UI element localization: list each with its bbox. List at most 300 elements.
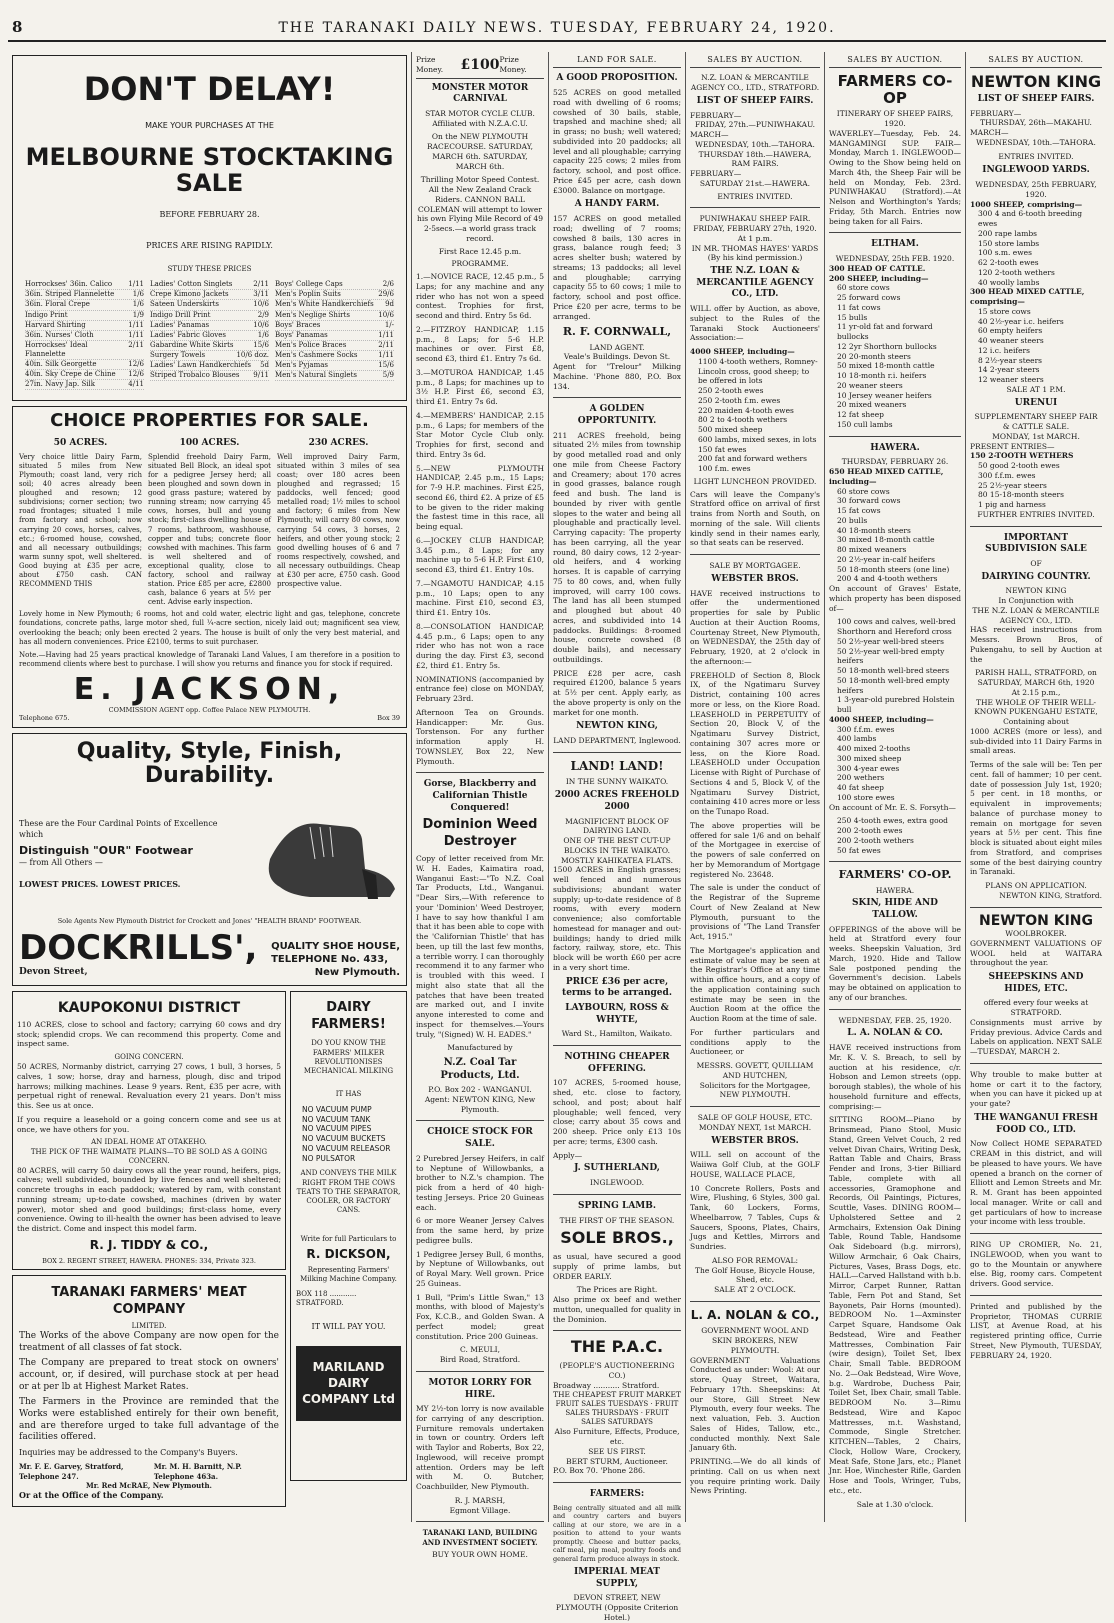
feature-item: NO VACUUM BUCKETS — [302, 1134, 386, 1144]
sheep-feb: FEBRUARY— — [690, 110, 742, 120]
price-item: Indigo Drill Print — [150, 310, 211, 319]
graves-item: 100 cows and calves, well-bred Shorthorn and Hereford cross — [837, 617, 956, 637]
handy-text: 157 ACRES on good metalled road; dwelling of 7 rooms; cowshed 8 bails, 130 acres in grass, balance rough feed; 3 acres shelter bush; watered by streams; 13 paddocks; all level and ploughable; carrying capacity 55 to 60 cows; 1 mile to factory, school and post office. Price £20 per acre, terms to be arranged. — [553, 214, 681, 321]
melbourne-study: STUDY THESE PRICES — [167, 265, 252, 274]
price-row — [25, 370, 144, 380]
nk-ur-date: MONDAY, 1st MARCH. — [992, 431, 1080, 441]
agent-name: E. JACKSON, — [73, 671, 346, 707]
eltham-item: 150 cull lambs — [837, 419, 893, 429]
dockrills-agents: Sole Agents New Plymouth District for Crockett and Jones' "HEALTH BRAND" FOOTWEAR. — [57, 917, 362, 926]
dockrills-town: New Plymouth. — [314, 966, 400, 978]
nk-sheep-item: 62 2-tooth ewes — [978, 258, 1039, 268]
column-land — [549, 52, 686, 1622]
motor-event: 4.—MEMBERS' HANDICAP, 2.15 p.m., 6 Laps; for members of the Star Motor Cycle Club only. Trophies for first, second and third. Entry 3s 6d. — [416, 410, 544, 459]
price-row — [150, 371, 269, 381]
price-value: 1/11 — [378, 350, 394, 359]
eltham-head: ELTHAM. — [871, 239, 919, 250]
price-value: 1/11 — [128, 320, 144, 329]
meat-b2: Mr. M. H. Barnitt, N.P. Telephone 463a. — [153, 1462, 242, 1481]
hawera-item: 20 2½-year in-calf heifers — [837, 554, 935, 564]
properties-listings — [19, 435, 400, 607]
sheep-list: LIST OF SHEEP FAIRS. — [696, 95, 814, 106]
nk-wool: NEWTON KING — [978, 912, 1094, 929]
price-row — [275, 331, 394, 341]
column-newton-king — [966, 52, 1106, 1522]
price-item: Horrockses' Ideal Flannelette — [25, 340, 88, 358]
price-column-2 — [150, 280, 269, 390]
graves-items — [829, 617, 961, 715]
price-value: 2/11 — [128, 340, 144, 349]
nk-list: LIST OF SHEEP FAIRS. — [977, 93, 1095, 104]
meat-t3: The Farmers in the Province are reminded that the Works were established entirely for their own benefit, and are therefore urged to take full advantage of the facilities offered. — [19, 1397, 279, 1443]
nk-containing: Containing about — [1003, 717, 1069, 727]
stock-addr: Bird Road, Stratford. — [439, 1355, 521, 1365]
price-value: 15/6 — [378, 360, 394, 369]
nk-gov: GOVERNMENT VALUATIONS OF WOOL held at WAITARA throughout the year. — [970, 938, 1102, 968]
price-item: Harvard Shirting — [25, 320, 86, 329]
price-item: Boys' Braces — [275, 320, 321, 329]
price-value: 3/11 — [253, 290, 269, 299]
puni-date: FRIDAY, FEBRUARY 27th, 1920. — [693, 224, 817, 234]
eltham-item: 10 18-month r.i. heifers — [837, 371, 927, 381]
nk-dairying: DAIRYING COUNTRY. — [981, 571, 1091, 582]
kp-firm: R. J. TIDDY & CO., — [89, 1237, 209, 1252]
price-item: 36in. Striped Flannelette — [25, 290, 115, 299]
kp-a2-note: If you require a leasehold or a going concern come and see us at once, we have others for you. — [17, 1114, 281, 1134]
nk-at: At 2.15 p.m., — [1011, 687, 1061, 697]
price-value: 9/11 — [253, 371, 269, 380]
mortgage-t6: For further particulars and conditions apply to the Auctioneer, or — [690, 1027, 820, 1057]
motor-event: 7.—NGAMOTU HANDICAP, 4.15 p.m., 10 Laps; open to any machine. First £10, second £3, third £1. Entry 10s. — [416, 578, 544, 618]
skin-text: OFFERINGS of the above will be held at Stratford every four weeks. Sheepskin Valuation, 3rd March, 1920. Hide and Tallow Sale postponed pending the Government's decision. Labels may be obtained on application to any of our branches. — [829, 924, 961, 1002]
golf-items: 10 Concrete Rollers, Posts and Wire, Flushing, 6 Styles, 300 gal. Tank, 60 Lockers, Forms, Wheelbarrow, 7 Tables, Cups & Saucers, Spoons, Plates, Chairs, Jugs and Kettles, Mirrors and Sundries. — [690, 1183, 820, 1252]
eltham-c200: 200 SHEEP, including— — [829, 273, 929, 283]
dockrills-sub3: — from All Others — — [19, 858, 103, 868]
nk-urenui-item: 1 pig and harness — [978, 500, 1046, 510]
motor-afternoon: Afternoon Tea on Grounds. Handicapper: Mr. Gus. Torstenson. For any further information apply H. TOWNSLEY, Box 22, New Plymouth. — [416, 707, 544, 766]
eltham-item: 20 weaner steers — [837, 380, 903, 390]
price-value: 2/6 — [382, 280, 394, 289]
sheep-f4: SATURDAY 21st.—HAWERA. — [699, 178, 811, 188]
lorry-name: R. J. MARSH, — [454, 1495, 506, 1505]
hawera-item: 15 fat cows — [837, 506, 881, 516]
price-value: 10/6 — [253, 320, 269, 329]
nk-sig: NEWTON KING, Stratford. — [999, 890, 1102, 900]
meat-headline: TARANAKI FARMERS' MEAT COMPANY — [51, 1285, 247, 1317]
land-head: LAND FOR SALE. — [553, 55, 681, 68]
price-row — [275, 351, 394, 361]
nk-further: FURTHER ENTRIES INVITED. — [977, 509, 1095, 519]
price-row — [150, 331, 269, 341]
mariland-logo: MARILAND DAIRY COMPANY Ltd — [296, 1346, 401, 1421]
nk-urenui-item: 300 f.f.m. ewes — [978, 470, 1036, 480]
hawera-item: 30 forward cows — [837, 496, 901, 506]
price-row — [25, 331, 144, 341]
coop2-head: FARMERS' CO-OP. — [838, 868, 952, 882]
graves-item: 50 2½-year well-bred steers — [837, 636, 944, 646]
melbourne-headline: DON'T DELAY! — [83, 70, 336, 108]
hawera-items — [829, 487, 961, 585]
nk-cattle-item: 15 store cows — [978, 306, 1031, 316]
good-prop: A GOOD PROPOSITION. — [556, 73, 678, 84]
waikato-firm: LAYBOURN, ROSS & WHYTE, — [565, 1002, 669, 1025]
nk-cattle-item: 40 2½-year i.c. heifers — [978, 316, 1064, 326]
nk-cattle-item: 8 2½-year steers — [978, 355, 1043, 365]
price-item: Boys' Panamas — [275, 330, 328, 339]
coop-fairs: WAVERLEY—Tuesday, Feb. 24. MANGAMINGI SUP. FAIR—Monday, March 1. INGLEWOOD—Owing to the Show being held on March 4th, the Sheep Fair will be held on Monday, Feb. 23rd. PUNIWHAKAU (Stratford).—At Nelson and Worthington's Yards; Friday, 5th March. Entries now being taken for all Fairs. — [829, 128, 961, 226]
sole-also: Also prime ox beef and wether mutton, unequalled for quality in the Dominion. — [553, 1295, 681, 1324]
dairy-conveys: AND CONVEYS THE MILK RIGHT FROM THE COWS TEATS TO THE SEPARATOR, COOLER, OR FACTORY CANS. — [296, 1169, 401, 1214]
gorse-mfg: Manufactured by — [447, 1043, 513, 1053]
motor-event: 3.—MOTUROA HANDICAP, 1.45 p.m., 8 Laps; for machines up to 3½ H.P. First £6, second £3, third £1. Entry 7s 6d. — [416, 367, 544, 407]
note: Note.—Having had 25 years practical knowledge of Taranaki Land Values, I am therefore in a position to recommend clients where best to purchase. I will show you returns and finance you for stock if required. — [19, 650, 400, 668]
nk-cattle-item: 12 weaner steers — [978, 375, 1044, 385]
mortgage-text: HAVE received instructions to offer the undermentioned properties for sale by Public Auction at their Auction Rooms, Courtenay Street, New Plymouth, on WEDNESDAY, the 25th day of February, 1920, at 2 o'clock in the afternoon:— — [690, 588, 820, 666]
eltham-item: 11 yr-old fat and forward bullocks — [837, 322, 933, 342]
dockrills-headline: Quality, Style, Finish, Durability. — [76, 738, 343, 788]
kp-a3-tag: AN IDEAL HOME AT OTAKEHO. — [91, 1138, 207, 1147]
nk-whole: THE WHOLE OF THEIR WELL-KNOWN PUKENGAHU ESTATE, — [974, 697, 1098, 717]
dockrills-phone: TELEPHONE No. 433, — [271, 953, 389, 965]
nolan2-rooms: SITTING ROOM—Piano by Brinsmead, Piano Stool, Music Stand, Green Velvet Couch, 2 red velvet Divan Chairs, Writing Desk, Rattan Table and Chairs, Brass Fender and Irons, 3-tier Billiard Table, complete with all accessories, Gramophone and Records, Oil Paintings, Pictures, Scuttle, Vases. DINING ROOM—Upholstered Settee and 2 Armchairs, Extension Oak Dining Table, Round Table, Handsome Oak Sideboard (b.g. mirrors), Willow Armchair, 6 Oak Chairs, Pictures, Vases, Brass Dogs, etc. HALL—Carved Hallstand with b.b. Mirror, Carpet Runner, Rattan Table, Fern Pot and Stand, Set Bayonets, Pair Horns (mounted). BEDROOM No. 1—Axminster Carpet Square, Handsome Oak Bedstead, Wire and Feather Mattresses, Combination Fair (wire design), Toilet Set, Ibex Chair, Small Table. BEDROOM No. 2—Oak Bedstead, Wire Wove, b.g. Wardrobe, Duchess Pair, Toilet Set, Ibex Chair, small Table. BEDROOM No. 3—Rimu Bedstead, Wire and Kapoc Mattresses, m.t. Washstand, Commode, Single Stretcher. KITCHEN—Tables, 2 Chairs, Clock, Hollow Ware, Crockery, Meat Safe, Stone Jars, etc.; Planet Jnr. Hoe, Winchester Rifle, Garden Hose and Tools, Wringer, Tubs, etc., etc. — [829, 1115, 961, 1495]
hawera-item: 30 mixed 18-month cattle — [837, 535, 935, 545]
coop-head: SALES BY AUCTION. — [829, 55, 961, 68]
removal-time: SALE AT 2 O'CLOCK. — [714, 1285, 796, 1295]
nk-nk2: NEWTON KING — [1005, 586, 1067, 596]
price-value: 10/6 — [253, 300, 269, 309]
nk-sheep-item: 120 2-tooth wethers — [978, 267, 1055, 277]
waikato: IN THE SUNNY WAIKATO. — [565, 777, 669, 787]
p1-title: 50 ACRES. — [53, 438, 108, 449]
mortgage-sol2: Solicitors for the Mortgagee, NEW PLYMOUTH. — [699, 1080, 811, 1100]
nk-name: NEWTON KING — [970, 72, 1102, 92]
sheep-entries: ENTRIES INVITED. — [717, 191, 793, 201]
sheep-item: 500 mixed sheep — [698, 425, 763, 435]
hawera-sheep-item: 100 store ewes — [837, 792, 895, 802]
price-item: Men's Natural Singlets — [275, 371, 357, 380]
gorse-agent: Agent: NEWTON KING, New Plymouth. — [424, 1094, 536, 1114]
dairy-farmers-ad — [290, 991, 407, 1481]
properties-headline: CHOICE PROPERTIES FOR SALE. — [50, 410, 369, 432]
nk-sheep-item: 100 s.m. ewes — [978, 248, 1032, 258]
nk-ing: INGLEWOOD YARDS. — [982, 165, 1090, 176]
melbourne-before: BEFORE FEBRUARY 28. — [159, 210, 260, 220]
column-farmers-coop — [825, 52, 966, 1522]
price-row — [25, 321, 144, 331]
graves-item: 50 18-month well-bred steers — [837, 666, 950, 676]
price-row — [25, 360, 144, 370]
nothing-text: 107 ACRES, 5-roomed house, shed, etc. close to factory, school, and post; about half ploughable; well fenced, very close; carry about 35 cows and 200 sheep. Price only £13 10s per acre; terms, £300 cash. — [553, 1078, 681, 1146]
hawera-item: 60 store cows — [837, 486, 890, 496]
nk-of: OF — [1030, 558, 1042, 568]
nk-ing-date: WEDNESDAY, 25th FEBRUARY, 1920. — [975, 180, 1097, 199]
nk-march: MARCH— — [970, 128, 1009, 138]
gorse-h1: Gorse, Blackberry and Californian Thistle Conquered! — [423, 779, 537, 813]
waikato-text: 1500 ACRES in English grasses; well fenced and numerous subdivisions; abundant water supply; up-to-date residence of 8 rooms, with every modern convenience; also comfortable homestead for manager and out-buildings; handy to dried milk factory, railway, store, etc. This block will be worth £60 per acre in a very short time. — [553, 865, 681, 972]
nk-terms: Terms of the sale will be: Ten per cent. fall of hammer; 10 per cent. date of possession July 1st, 1920; 5 per cent. in 18 months, or equivalent in improvements; balance of purchase money to remain on mortgage for seven years at 5½ per cent. This fine block is situated about eight miles from Stratford, and comprises some of the best dairying country in Taranaki. — [970, 760, 1102, 877]
feature-item: NO VACUUM RELEASOR — [302, 1143, 391, 1153]
pac-also: Also Furniture, Effects, Produce, etc. — [554, 1427, 680, 1447]
forsyth-items — [829, 816, 961, 855]
price-item: 40in. Silk Georgette — [25, 359, 97, 368]
nk-sub: IMPORTANT SUBDIVISION SALE — [985, 532, 1087, 555]
cornwall-addr: Veale's Buildings. Devon St. — [563, 352, 671, 362]
nk-sheep-item: 300 4 and 6-tooth breeding ewes — [978, 209, 1083, 229]
nk-sheep-item: 150 store lambs — [978, 238, 1040, 248]
forsyth-item: 200 2-tooth ewes — [837, 826, 903, 836]
price-row — [25, 341, 144, 360]
melbourne-name: MELBOURNE STOCKTAKING SALE — [25, 142, 394, 197]
motor-title: MONSTER MOTOR CARNIVAL — [431, 82, 529, 105]
nk-sub-text: HAS received instructions from Messrs. Brown Bros, of Pukengahu, to sell by Auction at the — [970, 625, 1102, 664]
sheep-count: 4000 SHEEP, including— — [690, 347, 795, 357]
price-row — [275, 371, 394, 381]
p2-text: Splendid freehold Dairy Farm, situated Bell Block, an ideal spot for a pedigree Jersey herd; all been ploughed and sown down in good grass pasture; watered by running stream; now carrying 45 cows, horses, bull and young stock; first-class dwelling house of 7 rooms, bathroom, washhouse, copper and tubs; concrete floor cowshed with machines. This farm is well sheltered and of exceptional quality, close to factory, school and railway station. Price £85 per acre, £2800 cash, balance 6 years at 5½ per cent. Advise early inspection. — [148, 452, 272, 607]
sheep-f3: THURSDAY 18th.—HAWERA, RAM FAIRS. — [698, 149, 812, 169]
motor-first-race: First Race 12.45 p.m. — [438, 246, 522, 256]
forsyth-item: 200 2-tooth wethers — [837, 835, 914, 845]
spring-head: SPRING LAMB. — [577, 1200, 657, 1211]
hawera-sheep-item: 40 fat sheep — [837, 783, 884, 793]
hawera-head: HAWERA. — [870, 442, 920, 453]
kp-a1-tag: GOING CONCERN. — [114, 1053, 184, 1062]
nolan2-text: HAVE received instructions from Mr. K. V. S. Breach, to sell by auction at his residence, c/r. Hobson and Lemon streets (opp. borough stables), the whole of his household furniture and effects, comprising:— — [829, 1043, 961, 1111]
nk-urenui-items — [970, 461, 1102, 510]
nk-cattle-item: 60 empty heifers — [978, 326, 1043, 336]
price-value: 1/11 — [128, 330, 144, 339]
hawera-sheep-item: 400 lambs — [837, 734, 877, 744]
wfc-question: Why trouble to make butter at home or cart it to the factory, when you can have it picked up at your gate? — [970, 1069, 1102, 1109]
nk-entries: ENTRIES INVITED. — [998, 151, 1074, 161]
price-value: 4/11 — [128, 380, 144, 389]
nk-f1: THURSDAY, 26th—MAKAHU. — [980, 118, 1092, 128]
lorry-text: MY 2½-ton lorry is now available for carrying of any description. Furniture removals undertaken in town or country. Orders left with Taylor and Roberts, Box 22, Inglewood, will receive prompt attention. Orders may be left with M. O. Butcher, Coachbuilder, New Plymouth. — [416, 1404, 544, 1492]
bldg-head: TARANAKI LAND, BUILDING AND INVESTMENT SOCIETY. — [422, 1528, 538, 1547]
sheep-f1: FRIDAY, 27th.—PUNIWHAKAU. — [694, 120, 816, 130]
masthead — [8, 18, 1106, 42]
gorse-h2: Dominion Weed Destroyer — [422, 817, 538, 850]
mortgage-t2: FREEHOLD of Section 8, Block IX, of the Ngatimaru Survey District, containing 100 acres more or less, on the Kiore Road. LEASEHOLD in PERPETUITY of Section 20, Block V, of the Ngatimaru Survey District, containing 307 acres more or less, on the Kiore Road. LEASEHOLD under Occupation License with Right of Purchase of Sections 4 and 5, Block V, of the Ngatimaru Survey District, containing 410 acres more or less on the Tunapo Road. — [690, 670, 820, 817]
dairy-it-has: IT HAS — [335, 1089, 362, 1098]
price-row — [275, 321, 394, 331]
motor-nominations: NOMINATIONS (accompanied by entrance fee) close on MONDAY, February 23rd. — [416, 674, 544, 704]
page-number: 8 — [12, 18, 23, 36]
motor-event: 8.—CONSOLATION HANDICAP, 4.45 p.m., 6 Laps; open to any rider who has not won a race during the day. First £3, second £2, third £1. Entry 5s. — [416, 621, 544, 670]
sheep-item: 150 fat ewes — [698, 444, 747, 454]
nk-s1000: 1000 SHEEP, comprising— — [970, 199, 1083, 209]
imprint: Printed and published by the Proprietor, THOMAS CURRIE LIST, at Avenue Road, at his registered printing office, Currie Street, New Plymouth, TUESDAY, FEBRUARY 24, 1920. — [970, 1301, 1102, 1360]
nolan-text: GOVERNMENT Valuations Conducted as under: Wool: At our store, Quay Street, Waitara, February 17th. Sheepskins: At our Store, Gill Street New Plymouth, every four weeks. The next valuation, Feb. 3. Auction Sales of Hides, Tallow, etc., conducted monthly. Next Sale January 6th. — [690, 1355, 820, 1453]
price-value: 5/9 — [382, 371, 394, 380]
price-row — [150, 290, 269, 300]
nk-consign: Consignments must arrive by Friday previous. Advice Cards and Labels on application. NEXT SALE—TUESDAY, MARCH 2. — [970, 1017, 1102, 1057]
mortgage-firm: WEBSTER BROS. — [711, 573, 799, 584]
price-row — [150, 321, 269, 331]
price-row — [150, 341, 269, 351]
meat-office: Or at the Office of the Company. — [19, 1489, 164, 1500]
removal-head: ALSO FOR REMOVAL: — [711, 1255, 799, 1265]
nk-skins: SHEEPSKINS AND HIDES, ETC. — [988, 972, 1084, 994]
dockrills-sub2: Distinguish "OUR" Footwear — [19, 844, 193, 857]
price-row — [275, 300, 394, 310]
hawera-item: 80 mixed weaners — [837, 545, 907, 555]
price-item: Men's Neglige Shirts — [275, 310, 350, 319]
nk-sheep-item: 40 woolly lambs — [978, 277, 1040, 287]
sheep-lunch: LIGHT LUNCHEON PROVIDED. — [693, 476, 817, 486]
price-item: Boys' College Caps — [275, 280, 343, 289]
sheep-march: MARCH— — [690, 130, 729, 140]
hawera-item: 50 18-month steers (one line) — [837, 564, 950, 574]
hawera-item: 20 bulls — [837, 515, 868, 525]
motor-event: 5.—NEW PLYMOUTH HANDICAP, 2.45 p.m., 15 Laps; for 7-9 H.P. machines. First £25, second £6, third £2. A prize of £5 to be given to the rider making the fastest time in this race, all being equal. — [416, 463, 544, 532]
sheep-cars: Cars will leave the Company's Stratford office on arrival of first trains from North and South, on morning of the sale. Will clients kindly send in their names early, so that seats can be reserved. — [690, 489, 820, 548]
p3-text: Well improved Dairy Farm, situated within 3 miles of sea coast; over 180 acres been ploughed and regrassed; 15 paddocks, well fenced; good metalled road; 1½ miles to school and factory; 6 miles from New Plymouth; will carry 80 cows, now carrying 54 cows, 3 horses, 2 heifers, and other young stock; 2 good dwelling houses of 6 and 7 rooms respectively, cowshed, and all necessary outbuildings. Cheap at £30 per acre, £750 cash. Good prospective value. — [277, 452, 400, 589]
motor-event: 6.—JOCKEY CLUB HANDICAP, 3.45 p.m., 8 Laps; for any machine up to 5-6 H.P. First £10, second £3, third £1. Entry 10s. — [416, 535, 544, 575]
nolan2-head: L. A. NOLAN & CO. — [847, 1028, 943, 1039]
meat-t4: Inquiries may be addressed to the Company's Buyers. — [19, 1448, 238, 1458]
price-item: Gabardine White Skirts — [150, 340, 234, 349]
hawera-sheep-item: 300 mixed sheep — [837, 753, 902, 763]
lorry-addr: Egmont Village. — [449, 1505, 511, 1515]
eltham-items — [829, 283, 961, 429]
price-item: Ladies' Panamas — [150, 320, 210, 329]
motor-event: 2.—FITZROY HANDICAP, 1.15 p.m., 8 Laps; for 5-6 H.P. machines or over. First £8, second £3, third £1. Entry 7s 6d. — [416, 324, 544, 364]
motor-programme: PROGRAMME. — [451, 259, 509, 269]
agent-tel: Telephone 675. — [19, 714, 70, 723]
dairy-headline: DAIRY FARMERS! — [311, 999, 386, 1032]
hawera-s4000: 4000 SHEEP, including— — [829, 714, 934, 724]
nk-conj: In Conjunction with — [998, 596, 1074, 606]
golden-text: 211 ACRES freehold, being situated 2½ miles from township by good metalled road and only one mile from Cheese Factory and Creamery; about 170 acres in good grasses, balance rough feed and bush. The land is bounded by river with gentle slopes to the water and being all ploughable and practically level. Carrying capacity: The property has been carrying, all the year round, 80 dairy cows, 12 2-year-old heifers, and 4 working horses. It is capable of carrying 75 to 80 cows, and, when fully improved, will carry 100 cows. The land has all been stumped and ploughed but about 40 acres, and subdivided into 14 paddocks. Buildings: 8-roomed house, concrete cowshed (8 double bails), and necessary outbuildings. — [553, 430, 681, 664]
price-item: 36in. Nurses' Cloth — [25, 330, 94, 339]
price-row — [25, 280, 144, 290]
nolan-sub: GOVERNMENT WOOL AND SKIN BROKERS, NEW PLYMOUTH. — [701, 1326, 809, 1355]
cornwall-name: R. F. CORNWALL, — [562, 325, 672, 339]
nk-cattle-item: 12 i.c. heifers — [978, 345, 1030, 355]
waikato-addr: Ward St., Hamilton, Waikato. — [561, 1029, 673, 1039]
price-row — [150, 351, 269, 361]
column-sheep-fairs — [686, 52, 825, 1522]
nk-cattle-item: 14 2-year steers — [978, 365, 1040, 375]
coop2-sub: HAWERA. — [875, 885, 915, 895]
price-value: 1/11 — [128, 280, 144, 289]
melbourne-sub: MAKE YOUR PURCHASES AT THE — [145, 121, 274, 131]
price-row — [275, 341, 394, 351]
eltham-c300: 300 HEAD OF CATTLE. — [829, 263, 926, 273]
sheep-item: 600 lambs, mixed sexes, in lots — [698, 434, 817, 444]
cornwall-note: Agent for "Trelour" Milking Machine. 'Phone 880, P.O. Box 134. — [553, 362, 681, 391]
price-row — [25, 380, 144, 390]
dairy-rep: Representing Farmers' Milking Machine Company. — [300, 1265, 397, 1283]
price-value: 12/6 — [128, 370, 144, 379]
prize-label-right: Prize Money. — [499, 55, 527, 74]
nothing-town: INGLEWOOD. — [589, 1178, 645, 1188]
golf-head: SALE OF GOLF HOUSE, ETC. — [697, 1113, 813, 1123]
p1-text: Very choice little Dairy Farm, situated 5 miles from New Plymouth; coast land, very rich soil; 40 acres already been ploughed and resown; 12 subdivisions; corner section; two road frontages; situated 1 mile from factory and school; now carrying 20 cows, horses, calves, etc.; 6-roomed house, cowshed, and all necessary outbuildings; warm sunny spot, well sheltered. Good buying at £35 per acre, about £750 cash. CAN RECOMMEND THIS — [19, 452, 142, 589]
hawera-item: 40 18-month steers — [837, 525, 911, 535]
price-row — [25, 311, 144, 321]
price-item: Men's Police Braces — [275, 340, 347, 349]
meat-company-ad — [12, 1275, 286, 1507]
sole-text: as usual, have secured a good supply of prime lambs, but ORDER EARLY. — [553, 1252, 681, 1281]
golden-head: A GOLDEN OPPORTUNITY. — [577, 404, 657, 426]
sheep-item: 220 maiden 4-tooth ewes — [698, 405, 794, 415]
sheep-items — [690, 357, 820, 474]
price-item: Indigo Print — [25, 310, 68, 319]
nk-f2: WEDNESDAY, 10th.—TAHORA. — [976, 137, 1096, 147]
puni-yard: IN MR. THOMAS HAYES' YARDS (By his kind permission.) — [691, 243, 819, 263]
price-item: 36in. Floral Crepe — [25, 300, 90, 309]
hawera-sheep — [829, 725, 961, 803]
agent-box: Box 39 — [377, 714, 400, 723]
newspaper-title: THE TARANAKI DAILY NEWS. TUESDAY, FEBRUARY 24, 1920. — [278, 20, 836, 36]
pac-sales: FRUIT SALES TUESDAYS · FRUIT SALES THURSDAYS · FRUIT SALES SATURDAYS — [555, 1400, 679, 1427]
nk-plans: PLANS ON APPLICATION. — [985, 881, 1087, 891]
sheep-feb2: FEBRUARY— — [690, 169, 742, 179]
nk-cattle-items — [970, 307, 1102, 385]
golf-firm: WEBSTER BROS. — [711, 1135, 799, 1146]
sheep-head: SALES BY AUCTION. — [690, 55, 820, 68]
dairy-question: DO YOU KNOW THE FARMERS' MILKER REVOLUTIONISES MECHANICAL MILKING — [303, 1039, 394, 1075]
price-value: 1/9 — [132, 310, 144, 319]
dairy-pay: IT WILL PAY YOU. — [311, 1321, 386, 1331]
stock-c4: 1 Bull, "Prim's Little Swan," 13 months, with blood of Majesty's Fox, K.C.B., and Golden Swan. A perfect model; great constitution. Price 200 Guineas. — [416, 1292, 544, 1341]
imperial-addr: DEVON STREET, NEW PLYMOUTH (Opposite Criterion Hotel.) — [555, 1593, 679, 1622]
pac-sub: (PEOPLE'S AUCTIONEERING CO.) — [559, 1361, 675, 1380]
price-item: Sateen Underskirts — [150, 300, 220, 309]
nolan-head: L. A. NOLAN & CO., — [690, 1307, 820, 1322]
feature-item: NO PULSATOR — [302, 1153, 356, 1163]
prize-amount: £100 — [460, 56, 500, 73]
melbourne-rising: PRICES ARE RISING RAPIDLY. — [146, 240, 273, 250]
price-row — [275, 280, 394, 290]
pac-see: SEE US FIRST. — [588, 1446, 646, 1456]
hawera-sheep-item: 200 wethers — [837, 773, 885, 783]
graves-text: On account of Graves' Estate, which property has been disposed of— — [829, 584, 961, 613]
nolan2-time: Sale at 1.30 o'clock. — [856, 1499, 934, 1509]
puni-time: At 1 p.m. — [737, 233, 773, 243]
sole-bros: SOLE BROS., — [560, 1228, 674, 1248]
prize-label: Prize Money. — [416, 55, 444, 74]
price-row — [150, 300, 269, 310]
price-value: 15/6 — [253, 340, 269, 349]
pac-head: THE P.A.C. — [570, 1337, 664, 1357]
mortgage-sol: MESSRS. GOVETT, QUILLIAM AND HUTCHEN, — [696, 1061, 814, 1080]
price-value: 2/11 — [253, 280, 269, 289]
lorry-head: MOTOR LORRY FOR HIRE. — [428, 1377, 532, 1400]
kp-a2: 50 ACRES, Normanby district, carrying 27 cows, 1 bull, 3 horses, 5 calves, 1 sow; horse, dray and harness, plough, disc and tripod harrows; milking machines. Lease 9 years. Rent, £35 per acre, with perpetual right of renewal. Revaluation every 21 years. Don't miss this. See us at once. — [17, 1062, 281, 1111]
eltham-item: 10 Jersey weaner heifers — [837, 390, 932, 400]
dockrills-lowest: LOWEST PRICES. LOWEST PRICES. — [19, 878, 181, 889]
printing-note: PRINTING.—We do all kinds of printing. Call on us when next you require printing work. Daily News Printing. — [690, 1457, 820, 1496]
sheep-item: 250 2-tooth ewes — [698, 386, 764, 396]
nothing-name: J. SUTHERLAND, — [574, 1163, 660, 1174]
imperial-head: IMPERIAL MEAT SUPPLY, — [574, 1566, 660, 1589]
nothing-apply: Apply— — [553, 1150, 583, 1160]
hawera-sheep-item: 400 mixed 2-tooths — [837, 744, 911, 754]
column-left-ads — [8, 52, 412, 1522]
spring-sub: THE FIRST OF THE SEASON. — [559, 1215, 675, 1225]
price-row — [150, 280, 269, 290]
mortgage-head: SALE BY MORTGAGEE. — [709, 561, 801, 571]
dockrills-ad — [12, 733, 407, 986]
price-value: 1/11 — [378, 330, 394, 339]
wfc-name: THE WANGANUI FRESH FOOD CO., LTD. — [974, 1112, 1098, 1135]
choice-stock-head: CHOICE STOCK FOR SALE. — [427, 1127, 533, 1150]
dairy-features — [296, 1105, 401, 1164]
eltham-item: 12 fat sheep — [837, 410, 884, 420]
feature-item: NO VACUUM PIPES — [302, 1124, 372, 1134]
